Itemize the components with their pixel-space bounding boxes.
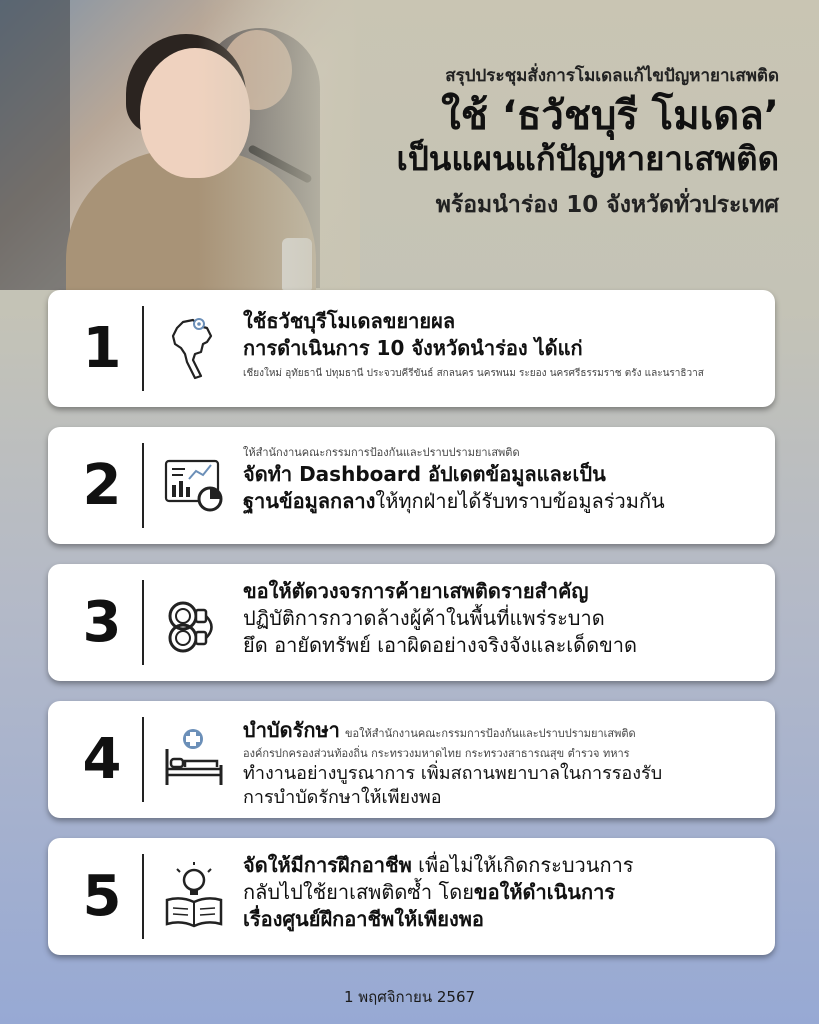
item-2-line1: จัดทำ Dashboard อัปเดตข้อมูลและเป็น xyxy=(243,462,606,486)
header-title-line2: เป็นแผนแก้ปัญหายาเสพติด xyxy=(396,139,779,178)
item-card-3 xyxy=(48,564,775,681)
item-4-agencies: องค์กรปกครองส่วนท้องถิ่น กระทรวงมหาดไทย กระทรวงสาธารณสุข ตำรวจ ทหาร xyxy=(243,747,630,760)
item-card-2 xyxy=(48,427,775,544)
dashboard-icon xyxy=(163,451,225,519)
item-number: 1 xyxy=(82,316,122,381)
item-4-line2: ทำงานอย่างบูรณาการ เพิ่มสถานพยาบาลในการรองรับ xyxy=(243,763,663,784)
item-number: 4 xyxy=(82,727,122,792)
item-number: 5 xyxy=(82,864,122,929)
item-5-line1-a: จัดให้มีการฝึกอาชีพ xyxy=(243,853,412,877)
item-3-line2: ปฏิบัติการกวาดล้างผู้ค้าในพื้นที่แพร่ระบาด xyxy=(243,606,605,630)
item-5-line1-b: เพื่อไม่ให้เกิดกระบวนการ xyxy=(411,853,634,877)
item-3-line1: ขอให้ตัดวงจรการค้ายาเสพติดรายสำคัญ xyxy=(243,579,589,603)
divider xyxy=(142,580,144,665)
thailand-map-icon xyxy=(163,314,225,382)
item-2-line2-b: ให้ทุกฝ่ายได้รับทราบข้อมูลร่วมกัน xyxy=(375,489,665,513)
item-4-line1 xyxy=(243,717,757,744)
item-4-agency: ขอให้สำนักงานคณะกรรมการป้องกันและปราบปรามยาเสพติด xyxy=(344,727,636,740)
item-number: 2 xyxy=(82,453,122,518)
footer-date: 1 พฤศจิกายน 2567 xyxy=(343,988,476,1006)
item-5-line3: เรื่องศูนย์ฝึกอาชีพให้เพียงพอ xyxy=(243,907,484,931)
item-4-title: บำบัดรักษา xyxy=(243,718,340,742)
item-card-4 xyxy=(48,701,775,818)
item-1-provinces: เชียงใหม่ อุทัยธานี ปทุมธานี ประจวบคีรีขันธ์ สกลนคร นครพนม ระยอง นครศรีธรรมราช ตรัง และนราธิวาส xyxy=(243,368,704,379)
item-1-line2-a: การดำเนินการ xyxy=(243,336,377,360)
item-number: 3 xyxy=(82,590,122,655)
hospital-bed-icon xyxy=(163,725,225,793)
item-4-line3: การบำบัดรักษาให้เพียงพอ xyxy=(243,787,442,809)
item-2-line2-a: ฐานข้อมูลกลาง xyxy=(243,489,376,513)
item-1-line2-c: ได้แก่ xyxy=(527,336,583,360)
item-3-line3: ยึด อายัดทรัพย์ เอาผิดอย่างจริงจังและเด็ดขาด xyxy=(243,633,638,657)
item-2-agency: ให้สำนักงานคณะกรรมการป้องกันและปราบปรามยาเสพติด xyxy=(243,446,520,459)
header-title: ใช้ ‘ธวัชบุรี โมเดล’ xyxy=(441,93,779,139)
item-1-line2 xyxy=(243,335,757,362)
handcuffs-icon xyxy=(163,588,225,656)
item-1-line1: ใช้ธวัชบุรีโมเดลขยายผล xyxy=(243,309,456,333)
divider xyxy=(142,306,144,391)
item-5-line2-b: ขอให้ดำเนินการ xyxy=(473,880,616,904)
divider xyxy=(142,717,144,802)
item-card-5 xyxy=(48,838,775,955)
divider xyxy=(142,443,144,528)
item-5-line2 xyxy=(243,879,757,906)
divider xyxy=(142,854,144,939)
item-5-line2-a: กลับไปใช้ยาเสพติดซ้ำ โดย xyxy=(243,880,474,904)
header-photo xyxy=(0,0,360,290)
item-1-line2-b: 10 จังหวัดนำร่อง xyxy=(376,336,528,360)
header-title-line3: พร้อมนำร่อง 10 จังหวัดทั่วประเทศ xyxy=(435,191,779,218)
item-5-line1 xyxy=(243,852,757,879)
header-subtitle: สรุปประชุมสั่งการโมเดลแก้ไขปัญหายาเสพติด xyxy=(445,66,779,86)
header xyxy=(309,62,779,223)
item-2-line2 xyxy=(243,488,757,515)
book-lightbulb-icon xyxy=(163,862,225,930)
item-card-1 xyxy=(48,290,775,407)
